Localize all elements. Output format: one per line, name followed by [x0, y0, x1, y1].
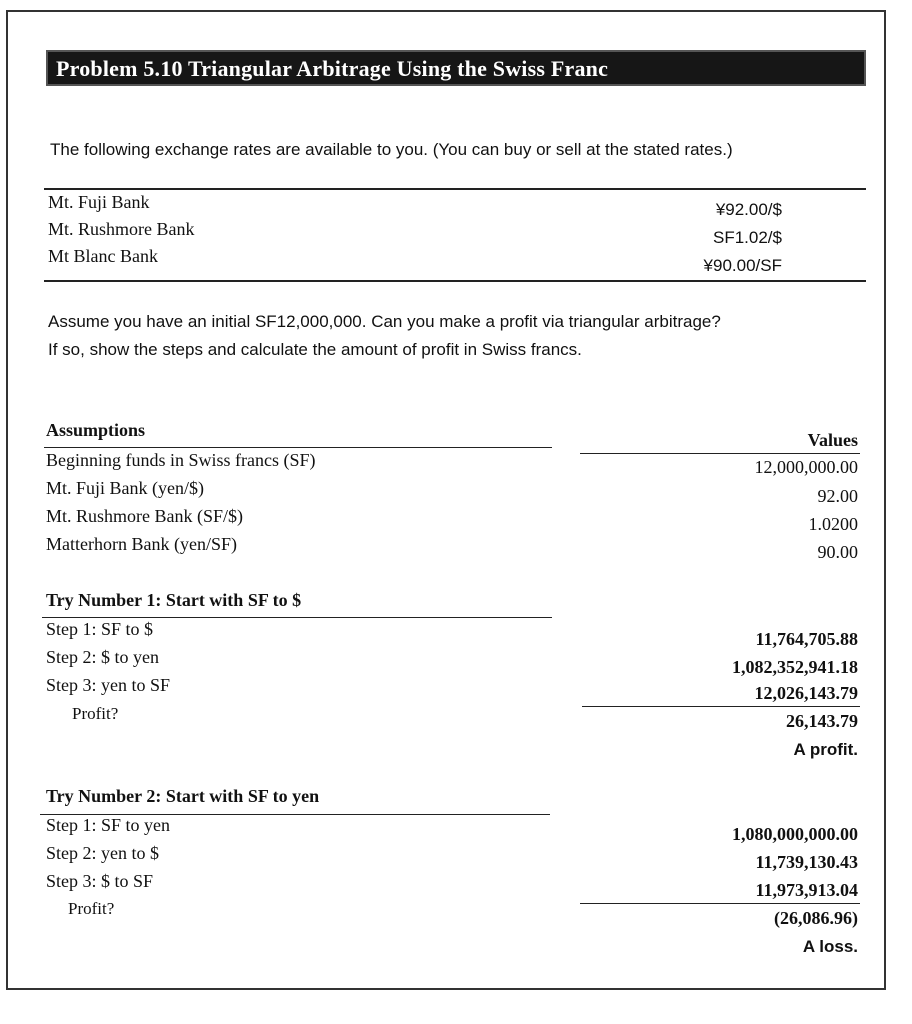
- try2-step1-label: Step 1: SF to yen: [46, 815, 171, 835]
- assumptions-header: Assumptions: [46, 420, 146, 440]
- try1-profit-value: 26,143.79: [786, 711, 858, 731]
- try1-step3-value: 12,026,143.79: [754, 683, 858, 703]
- assumptions-header-rule: [44, 447, 552, 448]
- rates-top-rule: [44, 188, 866, 190]
- assumption-label-matterhorn: Matterhorn Bank (yen/SF): [46, 534, 237, 554]
- assumption-label-rushmore: Mt. Rushmore Bank (SF/$): [46, 506, 244, 526]
- try1-header: Try Number 1: Start with SF to $: [46, 590, 302, 610]
- question-line-2: If so, show the steps and calculate the amount of profit in Swiss francs.: [48, 340, 582, 359]
- try2-header: Try Number 2: Start with SF to yen: [46, 786, 320, 806]
- try1-step1-value: 11,764,705.88: [755, 629, 858, 649]
- try1-step3-label: Step 3: yen to SF: [46, 675, 171, 695]
- try2-step3-label: Step 3: $ to SF: [46, 871, 154, 891]
- values-header: Values: [807, 430, 858, 450]
- try1-result: A profit.: [793, 740, 858, 759]
- assumption-label-fuji: Mt. Fuji Bank (yen/$): [46, 478, 204, 498]
- try2-step2-value: 11,739,130.43: [755, 852, 858, 872]
- intro-text: The following exchange rates are available to you. (You can buy or sell at the stated rates.): [50, 140, 733, 159]
- try2-profit-value: (26,086.96): [774, 908, 858, 928]
- rates-bottom-rule: [44, 280, 866, 282]
- assumption-value-rushmore: 1.0200: [808, 514, 858, 534]
- try1-step1-label: Step 1: SF to $: [46, 619, 154, 639]
- rate-bank-blanc: Mt Blanc Bank: [48, 246, 158, 266]
- values-header-rule: [580, 453, 860, 454]
- rate-value-fuji: ¥92.00/$: [715, 200, 782, 219]
- try2-step2-label: Step 2: yen to $: [46, 843, 159, 863]
- question-line-1: Assume you have an initial SF12,000,000. Can you make a profit via triangular arbitrage?: [48, 312, 721, 331]
- page-title: Problem 5.10 Triangular Arbitrage Using the Swiss Franc: [56, 56, 609, 81]
- try2-profit-label: Profit?: [68, 899, 115, 918]
- rate-value-blanc: ¥90.00/SF: [703, 256, 782, 275]
- try1-profit-label: Profit?: [72, 704, 119, 723]
- rate-value-rushmore: SF1.02/$: [713, 228, 782, 247]
- assumption-value-beginning: 12,000,000.00: [754, 457, 858, 477]
- try2-step3-value: 11,973,913.04: [755, 880, 858, 900]
- title-bar: [46, 50, 866, 86]
- try1-header-rule: [42, 617, 552, 618]
- try2-result: A loss.: [802, 937, 858, 956]
- try1-step2-label: Step 2: $ to yen: [46, 647, 159, 667]
- assumption-value-fuji: 92.00: [817, 486, 858, 506]
- try1-step2-value: 1,082,352,941.18: [732, 657, 858, 677]
- try2-sum-rule: [580, 903, 860, 904]
- rate-bank-rushmore: Mt. Rushmore Bank: [48, 219, 195, 239]
- rate-bank-fuji: Mt. Fuji Bank: [48, 192, 150, 212]
- assumption-label-beginning: Beginning funds in Swiss francs (SF): [46, 450, 316, 470]
- try1-sum-rule: [582, 706, 860, 707]
- assumption-value-matterhorn: 90.00: [817, 542, 858, 562]
- try2-step1-value: 1,080,000,000.00: [732, 824, 858, 844]
